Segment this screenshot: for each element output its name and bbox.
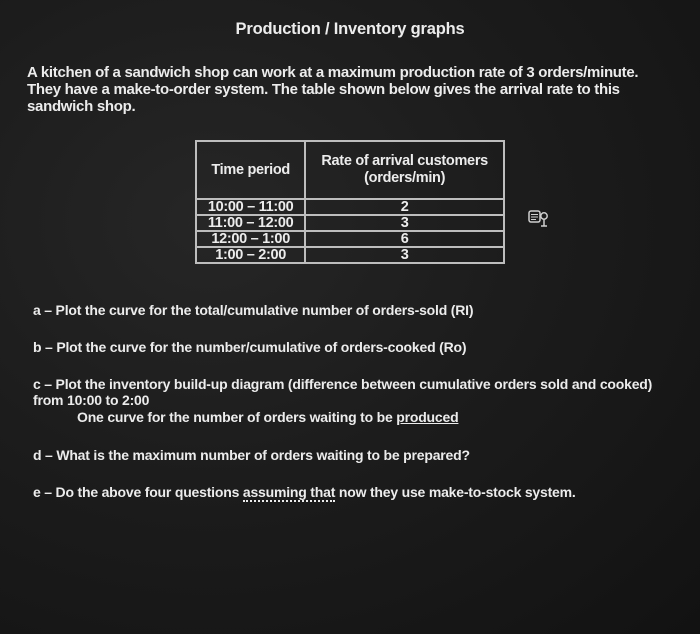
table-header-row (196, 141, 504, 199)
table-row (196, 215, 504, 231)
question-e-dotted-phrase: assuming that (242, 484, 336, 500)
arrival-rate-cell: 3 (305, 247, 504, 263)
table-row (196, 199, 504, 215)
problem-intro: A kitchen of a sandwich shop can work at a maximum production rate of 3 orders/minute. They have a make-to-order system. The table shown below gives the arrival rate to this sandwich shop. (27, 64, 639, 115)
header-arrival-rate: Rate of arrival customers (orders/min) (305, 141, 504, 199)
time-period-cell: 12:00 – 1:00 (196, 231, 305, 247)
time-period-cell: 10:00 – 11:00 (196, 199, 305, 215)
question-c: c – Plot the inventory build-up diagram (difference between cumulative orders sold and cooked) from 10:00 to 2:00 (33, 376, 653, 408)
arrival-rate-table (195, 140, 505, 264)
page-title: Production / Inventory graphs (235, 20, 465, 38)
question-e-prefix: e – Do the above four questions (33, 484, 243, 500)
table-row (196, 231, 504, 247)
time-period-cell: 11:00 – 12:00 (196, 215, 305, 231)
question-e-suffix: now they use make-to-stock system. (335, 484, 576, 500)
question-c-subtext-prefix: One curve for the number of orders waiting to be (77, 409, 397, 425)
question-b: b – Plot the curve for the number/cumulative of orders-cooked (Ro) (33, 339, 467, 355)
question-c-subtext-underlined: produced (396, 409, 459, 425)
question-e (33, 484, 633, 500)
question-d: d – What is the maximum number of orders waiting to be prepared? (33, 447, 470, 463)
time-period-cell: 1:00 – 2:00 (196, 247, 305, 263)
table-row (196, 247, 504, 263)
question-c-subtext (77, 409, 458, 425)
arrival-rate-cell: 3 (305, 215, 504, 231)
visual-lookup-icon[interactable] (528, 208, 550, 228)
arrival-rate-cell: 2 (305, 199, 504, 215)
arrival-rate-cell: 6 (305, 231, 504, 247)
question-a: a – Plot the curve for the total/cumulative number of orders-sold (RI) (33, 302, 474, 318)
header-time-period: Time period (196, 141, 305, 199)
